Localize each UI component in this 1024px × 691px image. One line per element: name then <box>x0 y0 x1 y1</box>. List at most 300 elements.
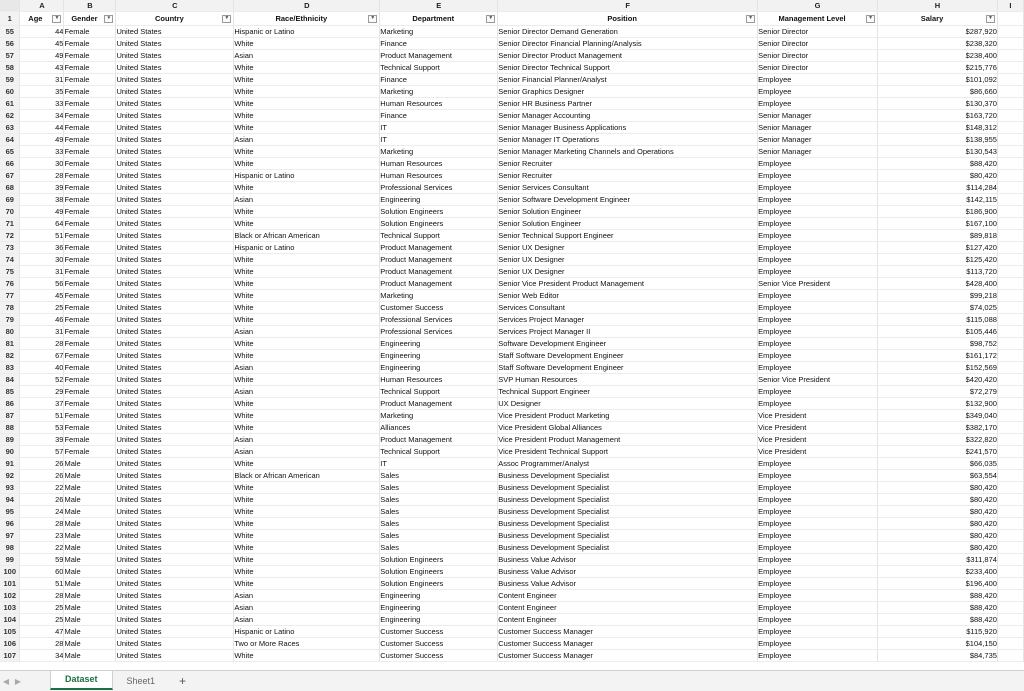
cell-department[interactable]: Engineering <box>380 350 498 362</box>
cell-position[interactable]: Business Development Specialist <box>498 482 758 494</box>
row-header[interactable]: 104 <box>0 614 20 626</box>
cell-race[interactable]: White <box>234 566 380 578</box>
cell-country[interactable]: United States <box>116 218 234 230</box>
cell-position[interactable]: Business Development Specialist <box>498 494 758 506</box>
cell-position[interactable]: Customer Success Manager <box>498 638 758 650</box>
cell-management-level[interactable]: Employee <box>758 386 878 398</box>
row-header[interactable]: 94 <box>0 494 20 506</box>
cell-race[interactable]: White <box>234 302 380 314</box>
cell-race[interactable]: Asian <box>234 194 380 206</box>
cell-race[interactable]: White <box>234 278 380 290</box>
cell-department[interactable]: Engineering <box>380 614 498 626</box>
cell-department[interactable]: Marketing <box>380 410 498 422</box>
cell-gender[interactable]: Female <box>64 446 116 458</box>
cell-position[interactable]: Business Value Advisor <box>498 554 758 566</box>
cell-management-level[interactable]: Employee <box>758 86 878 98</box>
cell-management-level[interactable]: Employee <box>758 290 878 302</box>
row-header[interactable]: 106 <box>0 638 20 650</box>
cell-gender[interactable]: Female <box>64 410 116 422</box>
cell-age[interactable]: 28 <box>20 518 64 530</box>
cell-age[interactable]: 40 <box>20 362 64 374</box>
cell-race[interactable]: White <box>234 122 380 134</box>
cell-department[interactable]: Engineering <box>380 602 498 614</box>
cell-race[interactable]: White <box>234 350 380 362</box>
empty-cell[interactable] <box>997 506 1023 518</box>
cell-gender[interactable]: Female <box>64 38 116 50</box>
cell-age[interactable]: 28 <box>20 338 64 350</box>
column-header[interactable]: E <box>380 0 498 12</box>
cell-salary[interactable]: $80,420 <box>878 506 998 518</box>
cell-department[interactable]: Technical Support <box>380 230 498 242</box>
cell-position[interactable]: Staff Software Development Engineer <box>498 362 758 374</box>
cell-age[interactable]: 45 <box>20 38 64 50</box>
cell-department[interactable]: Engineering <box>380 194 498 206</box>
cell-department[interactable]: Professional Services <box>380 326 498 338</box>
cell-country[interactable]: United States <box>116 122 234 134</box>
cell-race[interactable]: Asian <box>234 362 380 374</box>
cell-salary[interactable]: $186,900 <box>878 206 998 218</box>
row-header[interactable]: 83 <box>0 362 20 374</box>
row-header[interactable]: 96 <box>0 518 20 530</box>
cell-management-level[interactable]: Employee <box>758 170 878 182</box>
cell-management-level[interactable]: Vice President <box>758 434 878 446</box>
cell-salary[interactable]: $88,420 <box>878 158 998 170</box>
cell-department[interactable]: Sales <box>380 530 498 542</box>
empty-cell[interactable] <box>997 614 1023 626</box>
cell-country[interactable]: United States <box>116 530 234 542</box>
cell-age[interactable]: 49 <box>20 50 64 62</box>
row-header[interactable]: 79 <box>0 314 20 326</box>
cell-race[interactable]: White <box>234 494 380 506</box>
cell-department[interactable]: Product Management <box>380 434 498 446</box>
cell-age[interactable]: 26 <box>20 494 64 506</box>
cell-salary[interactable]: $148,312 <box>878 122 998 134</box>
next-sheet-icon[interactable]: ▶ <box>14 676 22 686</box>
cell-position[interactable]: UX Designer <box>498 398 758 410</box>
cell-position[interactable]: Vice President Product Marketing <box>498 410 758 422</box>
empty-cell[interactable] <box>997 518 1023 530</box>
cell-age[interactable]: 38 <box>20 194 64 206</box>
cell-race[interactable]: Asian <box>234 446 380 458</box>
cell-gender[interactable]: Female <box>64 254 116 266</box>
cell-gender[interactable]: Female <box>64 314 116 326</box>
cell-race[interactable]: Asian <box>234 602 380 614</box>
empty-cell[interactable] <box>997 98 1023 110</box>
cell-department[interactable]: Alliances <box>380 422 498 434</box>
row-header[interactable]: 82 <box>0 350 20 362</box>
cell-age[interactable]: 51 <box>20 230 64 242</box>
cell-country[interactable]: United States <box>116 338 234 350</box>
empty-cell[interactable] <box>997 218 1023 230</box>
empty-cell[interactable] <box>997 26 1023 38</box>
cell-country[interactable]: United States <box>116 494 234 506</box>
filter-dropdown-icon[interactable]: ▼ <box>746 15 755 23</box>
cell-position[interactable]: Business Value Advisor <box>498 578 758 590</box>
cell-country[interactable]: United States <box>116 374 234 386</box>
cell-department[interactable]: Customer Success <box>380 302 498 314</box>
cell-race[interactable]: White <box>234 218 380 230</box>
cell-age[interactable]: 53 <box>20 422 64 434</box>
cell-position[interactable]: Senior Director Technical Support <box>498 62 758 74</box>
cell-gender[interactable]: Male <box>64 542 116 554</box>
cell-country[interactable]: United States <box>116 398 234 410</box>
empty-cell[interactable] <box>997 290 1023 302</box>
row-header[interactable]: 80 <box>0 326 20 338</box>
cell-gender[interactable]: Male <box>64 638 116 650</box>
cell-age[interactable]: 28 <box>20 590 64 602</box>
filter-dropdown-icon[interactable]: ▼ <box>368 15 377 23</box>
cell-position[interactable]: Services Project Manager II <box>498 326 758 338</box>
cell-country[interactable]: United States <box>116 86 234 98</box>
cell-management-level[interactable]: Senior Director <box>758 62 878 74</box>
empty-cell[interactable] <box>997 86 1023 98</box>
cell-age[interactable]: 57 <box>20 446 64 458</box>
row-header[interactable]: 73 <box>0 242 20 254</box>
cell-salary[interactable]: $74,025 <box>878 302 998 314</box>
cell-department[interactable]: Customer Success <box>380 626 498 638</box>
sort-filter-icon[interactable]: ▾ <box>104 15 113 23</box>
cell-salary[interactable]: $125,420 <box>878 254 998 266</box>
row-header[interactable]: 63 <box>0 122 20 134</box>
cell-country[interactable]: United States <box>116 230 234 242</box>
tab-dataset[interactable]: Dataset <box>50 671 113 690</box>
cell-salary[interactable]: $215,776 <box>878 62 998 74</box>
cell-race[interactable]: Hispanic or Latino <box>234 170 380 182</box>
cell-country[interactable]: United States <box>116 470 234 482</box>
cell-position[interactable]: Senior Manager Accounting <box>498 110 758 122</box>
empty-cell[interactable] <box>997 386 1023 398</box>
cell-department[interactable]: Technical Support <box>380 446 498 458</box>
cell-gender[interactable]: Female <box>64 338 116 350</box>
cell-salary[interactable]: $105,446 <box>878 326 998 338</box>
cell-management-level[interactable]: Employee <box>758 218 878 230</box>
cell-management-level[interactable]: Senior Vice President <box>758 278 878 290</box>
cell-department[interactable]: Human Resources <box>380 170 498 182</box>
cell-age[interactable]: 46 <box>20 314 64 326</box>
cell-salary[interactable]: $238,400 <box>878 50 998 62</box>
cell-department[interactable]: Product Management <box>380 266 498 278</box>
cell-salary[interactable]: $88,420 <box>878 614 998 626</box>
cell-position[interactable]: Senior Software Development Engineer <box>498 194 758 206</box>
filter-dropdown-icon[interactable]: ▼ <box>986 15 995 23</box>
cell-age[interactable]: 31 <box>20 266 64 278</box>
cell-management-level[interactable]: Vice President <box>758 446 878 458</box>
cell-department[interactable]: Marketing <box>380 26 498 38</box>
cell-age[interactable]: 22 <box>20 482 64 494</box>
cell-gender[interactable]: Female <box>64 266 116 278</box>
empty-cell[interactable] <box>997 362 1023 374</box>
cell-race[interactable]: White <box>234 206 380 218</box>
cell-race[interactable]: White <box>234 506 380 518</box>
row-header[interactable]: 69 <box>0 194 20 206</box>
cell-gender[interactable]: Male <box>64 482 116 494</box>
cell-gender[interactable]: Female <box>64 302 116 314</box>
empty-cell[interactable] <box>997 602 1023 614</box>
cell-department[interactable]: Product Management <box>380 254 498 266</box>
column-header[interactable]: G <box>758 0 878 12</box>
empty-cell[interactable] <box>997 578 1023 590</box>
row-header[interactable]: 76 <box>0 278 20 290</box>
cell-department[interactable]: Solution Engineers <box>380 218 498 230</box>
empty-cell[interactable] <box>997 50 1023 62</box>
cell-salary[interactable]: $98,752 <box>878 338 998 350</box>
cell-gender[interactable]: Female <box>64 278 116 290</box>
cell-gender[interactable]: Female <box>64 434 116 446</box>
cell-age[interactable]: 59 <box>20 554 64 566</box>
cell-position[interactable]: Senior Financial Planner/Analyst <box>498 74 758 86</box>
add-sheet-button[interactable]: + <box>179 674 187 688</box>
cell-race[interactable]: Hispanic or Latino <box>234 26 380 38</box>
cell-age[interactable]: 51 <box>20 578 64 590</box>
cell-gender[interactable]: Female <box>64 398 116 410</box>
cell-position[interactable]: Senior Solution Engineer <box>498 206 758 218</box>
cell-department[interactable]: Product Management <box>380 242 498 254</box>
cell-position[interactable]: Software Development Engineer <box>498 338 758 350</box>
cell-race[interactable]: White <box>234 554 380 566</box>
cell-management-level[interactable]: Employee <box>758 326 878 338</box>
cell-management-level[interactable]: Employee <box>758 578 878 590</box>
cell-age[interactable]: 30 <box>20 254 64 266</box>
cell-salary[interactable]: $80,420 <box>878 494 998 506</box>
column-header[interactable]: B <box>64 0 116 12</box>
empty-cell[interactable] <box>997 146 1023 158</box>
empty-cell[interactable] <box>997 530 1023 542</box>
cell-salary[interactable]: $349,040 <box>878 410 998 422</box>
cell-management-level[interactable]: Employee <box>758 458 878 470</box>
cell-management-level[interactable]: Employee <box>758 74 878 86</box>
cell-department[interactable]: Human Resources <box>380 158 498 170</box>
cell-gender[interactable]: Female <box>64 50 116 62</box>
cell-country[interactable]: United States <box>116 590 234 602</box>
cell-country[interactable]: United States <box>116 518 234 530</box>
cell-gender[interactable]: Male <box>64 518 116 530</box>
row-header[interactable]: 66 <box>0 158 20 170</box>
cell-salary[interactable]: $114,284 <box>878 182 998 194</box>
cell-gender[interactable]: Female <box>64 230 116 242</box>
cell-department[interactable]: Finance <box>380 74 498 86</box>
cell-country[interactable]: United States <box>116 350 234 362</box>
cell-race[interactable]: White <box>234 482 380 494</box>
cell-country[interactable]: United States <box>116 62 234 74</box>
cell-management-level[interactable]: Employee <box>758 266 878 278</box>
cell-salary[interactable]: $88,420 <box>878 590 998 602</box>
cell-race[interactable]: White <box>234 458 380 470</box>
empty-cell[interactable] <box>997 566 1023 578</box>
cell-gender[interactable]: Male <box>64 614 116 626</box>
row-header[interactable]: 64 <box>0 134 20 146</box>
cell-position[interactable]: Vice President Global Alliances <box>498 422 758 434</box>
row-header[interactable]: 107 <box>0 650 20 662</box>
cell-management-level[interactable]: Employee <box>758 302 878 314</box>
cell-salary[interactable]: $80,420 <box>878 530 998 542</box>
cell-position[interactable]: Senior Web Editor <box>498 290 758 302</box>
cell-position[interactable]: Staff Software Development Engineer <box>498 350 758 362</box>
cell-salary[interactable]: $311,874 <box>878 554 998 566</box>
cell-age[interactable]: 49 <box>20 134 64 146</box>
cell-age[interactable]: 33 <box>20 146 64 158</box>
cell-gender[interactable]: Female <box>64 146 116 158</box>
cell-position[interactable]: Vice President Technical Support <box>498 446 758 458</box>
cell-salary[interactable]: $115,920 <box>878 626 998 638</box>
row-header[interactable]: 90 <box>0 446 20 458</box>
cell-race[interactable]: Hispanic or Latino <box>234 626 380 638</box>
row-header[interactable]: 100 <box>0 566 20 578</box>
cell-salary[interactable]: $322,820 <box>878 434 998 446</box>
cell-country[interactable]: United States <box>116 74 234 86</box>
empty-cell[interactable] <box>997 554 1023 566</box>
cell-salary[interactable]: $241,570 <box>878 446 998 458</box>
cell-country[interactable]: United States <box>116 206 234 218</box>
cell-age[interactable]: 22 <box>20 542 64 554</box>
cell-salary[interactable]: $63,554 <box>878 470 998 482</box>
row-header[interactable]: 89 <box>0 434 20 446</box>
cell-management-level[interactable]: Employee <box>758 566 878 578</box>
cell-race[interactable]: White <box>234 518 380 530</box>
cell-management-level[interactable]: Employee <box>758 350 878 362</box>
cell-management-level[interactable]: Employee <box>758 314 878 326</box>
cell-management-level[interactable]: Employee <box>758 590 878 602</box>
cell-management-level[interactable]: Employee <box>758 398 878 410</box>
cell-department[interactable]: IT <box>380 134 498 146</box>
cell-department[interactable]: Professional Services <box>380 314 498 326</box>
cell-department[interactable]: Product Management <box>380 50 498 62</box>
cell-country[interactable]: United States <box>116 314 234 326</box>
cell-management-level[interactable]: Employee <box>758 338 878 350</box>
empty-cell[interactable] <box>997 590 1023 602</box>
cell-position[interactable]: Senior UX Designer <box>498 242 758 254</box>
cell-department[interactable]: Sales <box>380 506 498 518</box>
cell-country[interactable]: United States <box>116 26 234 38</box>
cell-race[interactable]: White <box>234 314 380 326</box>
row-header[interactable]: 103 <box>0 602 20 614</box>
cell-age[interactable]: 25 <box>20 614 64 626</box>
cell-salary[interactable]: $167,100 <box>878 218 998 230</box>
cell-salary[interactable]: $66,035 <box>878 458 998 470</box>
empty-cell[interactable] <box>997 638 1023 650</box>
cell-age[interactable]: 52 <box>20 374 64 386</box>
cell-position[interactable]: Senior Recruiter <box>498 170 758 182</box>
cell-race[interactable]: White <box>234 530 380 542</box>
row-header[interactable]: 92 <box>0 470 20 482</box>
cell-country[interactable]: United States <box>116 650 234 662</box>
empty-cell[interactable] <box>997 230 1023 242</box>
cell-management-level[interactable]: Senior Director <box>758 38 878 50</box>
column-header[interactable]: I <box>997 0 1023 12</box>
filter-dropdown-icon[interactable]: ▼ <box>486 15 495 23</box>
cell-country[interactable]: United States <box>116 50 234 62</box>
cell-management-level[interactable]: Employee <box>758 614 878 626</box>
cell-race[interactable]: Black or African American <box>234 470 380 482</box>
cell-management-level[interactable]: Employee <box>758 638 878 650</box>
row-header[interactable]: 59 <box>0 74 20 86</box>
cell-age[interactable]: 39 <box>20 434 64 446</box>
cell-country[interactable]: United States <box>116 626 234 638</box>
cell-gender[interactable]: Male <box>64 650 116 662</box>
cell-country[interactable]: United States <box>116 542 234 554</box>
cell-management-level[interactable]: Vice President <box>758 410 878 422</box>
prev-sheet-icon[interactable]: ◀ <box>2 676 10 686</box>
cell-position[interactable]: Vice President Product Management <box>498 434 758 446</box>
cell-salary[interactable]: $80,420 <box>878 518 998 530</box>
cell-position[interactable]: Senior Recruiter <box>498 158 758 170</box>
cell-age[interactable]: 24 <box>20 506 64 518</box>
cell-gender[interactable]: Female <box>64 110 116 122</box>
cell-department[interactable]: Finance <box>380 110 498 122</box>
cell-race[interactable]: White <box>234 254 380 266</box>
cell-age[interactable]: 23 <box>20 530 64 542</box>
cell-age[interactable]: 26 <box>20 470 64 482</box>
cell-management-level[interactable]: Employee <box>758 626 878 638</box>
cell-country[interactable]: United States <box>116 506 234 518</box>
cell-age[interactable]: 37 <box>20 398 64 410</box>
cell-country[interactable]: United States <box>116 554 234 566</box>
cell-department[interactable]: Product Management <box>380 398 498 410</box>
cell-position[interactable]: Senior HR Business Partner <box>498 98 758 110</box>
empty-cell[interactable] <box>997 170 1023 182</box>
cell-management-level[interactable]: Senior Manager <box>758 122 878 134</box>
cell-salary[interactable]: $89,818 <box>878 230 998 242</box>
cell-management-level[interactable]: Employee <box>758 506 878 518</box>
cell-race[interactable]: Asian <box>234 434 380 446</box>
cell-position[interactable]: Business Value Advisor <box>498 566 758 578</box>
cell-race[interactable]: White <box>234 62 380 74</box>
empty-cell[interactable] <box>997 422 1023 434</box>
cell-race[interactable]: White <box>234 110 380 122</box>
empty-cell[interactable] <box>997 542 1023 554</box>
cell-age[interactable]: 39 <box>20 182 64 194</box>
cell-management-level[interactable]: Employee <box>758 554 878 566</box>
cell-salary[interactable]: $163,720 <box>878 110 998 122</box>
cell-age[interactable]: 35 <box>20 86 64 98</box>
cell-management-level[interactable]: Employee <box>758 650 878 662</box>
cell-race[interactable]: Two or More Races <box>234 638 380 650</box>
cell-country[interactable]: United States <box>116 302 234 314</box>
row-header[interactable]: 99 <box>0 554 20 566</box>
cell-management-level[interactable]: Employee <box>758 482 878 494</box>
cell-salary[interactable]: $127,420 <box>878 242 998 254</box>
cell-position[interactable]: Senior Solution Engineer <box>498 218 758 230</box>
row-header[interactable]: 84 <box>0 374 20 386</box>
row-header[interactable]: 72 <box>0 230 20 242</box>
cell-department[interactable]: IT <box>380 122 498 134</box>
cell-department[interactable]: Professional Services <box>380 182 498 194</box>
cell-salary[interactable]: $287,920 <box>878 26 998 38</box>
cell-department[interactable]: Product Management <box>380 278 498 290</box>
empty-cell[interactable] <box>997 398 1023 410</box>
empty-cell[interactable] <box>997 62 1023 74</box>
empty-cell[interactable] <box>997 458 1023 470</box>
cell-salary[interactable]: $233,400 <box>878 566 998 578</box>
cell-race[interactable]: White <box>234 98 380 110</box>
cell-gender[interactable]: Male <box>64 458 116 470</box>
cell-age[interactable]: 26 <box>20 458 64 470</box>
cell-management-level[interactable]: Employee <box>758 230 878 242</box>
cell-country[interactable]: United States <box>116 278 234 290</box>
cell-salary[interactable]: $88,420 <box>878 602 998 614</box>
cell-country[interactable]: United States <box>116 38 234 50</box>
cell-salary[interactable]: $238,320 <box>878 38 998 50</box>
cell-management-level[interactable]: Senior Manager <box>758 146 878 158</box>
row-header[interactable]: 65 <box>0 146 20 158</box>
empty-cell[interactable] <box>997 254 1023 266</box>
empty-cell[interactable] <box>997 314 1023 326</box>
cell-gender[interactable]: Female <box>64 158 116 170</box>
cell-country[interactable]: United States <box>116 566 234 578</box>
cell-department[interactable]: Technical Support <box>380 62 498 74</box>
cell-country[interactable]: United States <box>116 158 234 170</box>
cell-country[interactable]: United States <box>116 254 234 266</box>
cell-position[interactable]: Senior Director Demand Generation <box>498 26 758 38</box>
